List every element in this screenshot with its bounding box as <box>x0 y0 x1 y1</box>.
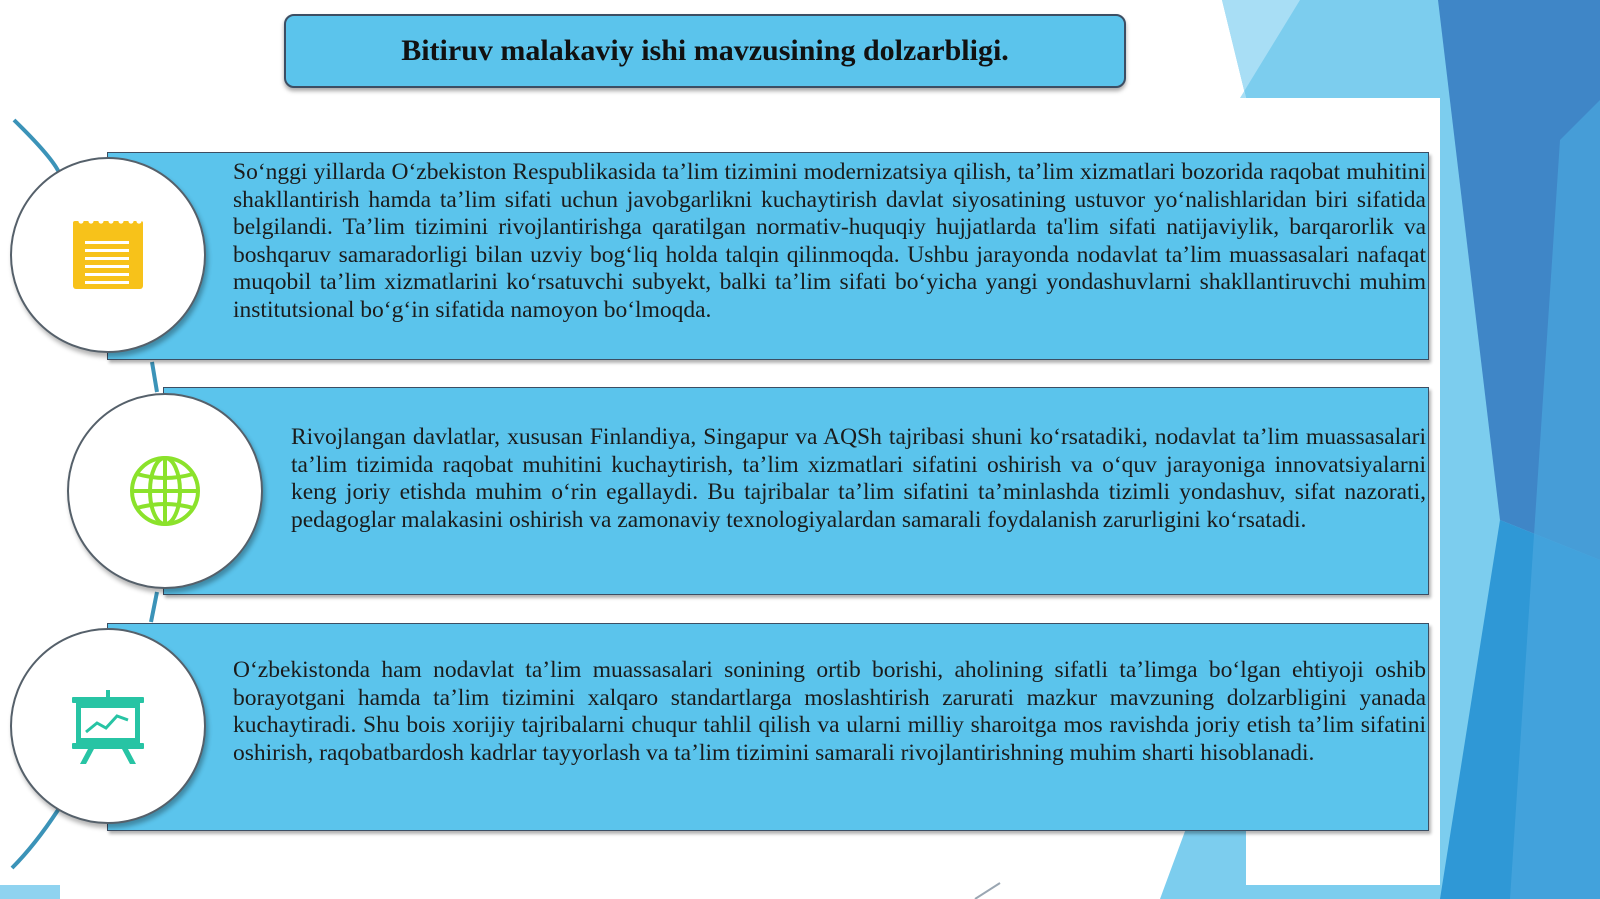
presentation-board-icon <box>70 688 146 764</box>
section-text-1: So‘nggi yillarda O‘zbekiston Respublikasida ta’lim tizimini modernizatsiya qilish, ta’lim xizmatlari bozorida raqobat muhitini shakllantirish hamda ta’lim sifati uchun javobgarlikni kuchaytirish davlat siyosatining ustuvor yo‘nalishlaridan biri sifatida belgilandi. Ta’lim tizimini rivojlantirishga qaratilgan normativ-huquqiy hujjatlarda ta'lim sifati natijaviylik, barqarorlik va boshqaruv samaradorligi bilan uzviy bog‘liq holda talqin qilinmoqda. Ushbu jarayonda nodavlat ta’lim muassasalari nafaqat muqobil ta’lim xizmatlarini ko‘rsatuvchi subyekt, balki ta’lim sifati bo‘yicha yangi yondashuvlarni shakllantiruvchi muhim institutsional bo‘g‘in sifatida namoyon bo‘lmoqda. <box>233 159 1426 323</box>
globe-icon <box>128 454 202 528</box>
page-title: Bitiruv malakaviy ishi mavzusining dolzarbligi. <box>401 34 1009 67</box>
title-box <box>284 14 1126 88</box>
icon-circle-2 <box>67 393 263 589</box>
icon-circle-3 <box>10 628 206 824</box>
icon-circle-1 <box>10 157 206 353</box>
section-text-2: Rivojlangan davlatlar, xususan Finlandiya, Singapur va AQSh tajribasi shuni ko‘rsatadiki, nodavlat ta’lim muassasalari ta’lim tizimida raqobat muhitini kuchaytirish, ta’lim xizmatlari sifatini oshirish va o‘quv jarayoniga innovatsiyalarni keng joriy etishda muhim o‘rin egallaydi. Bu tajribalar ta’lim sifatini ta’minlashda tizimli yondashuv, sifat nazorati, pedagoglar malakasini oshirish va zamonaviy texnologiyalardan samarali foydalanish zarurligini ko‘rsatadi. <box>291 424 1426 533</box>
section-text-3: O‘zbekistonda ham nodavlat ta’lim muassasalari sonining ortib borishi, aholining sifatli ta’limga bo‘lgan ehtiyoji oshib borayotgani hamda ta’lim tizimini xalqaro standartlarga moslashtirish zarurati mazkur mavzuning dolzarbligini yanada kuchaytiradi. Shu bois xorijiy tajribalarni chuqur tahlil qilish va ularni milliy sharoitga mos ravishda joriy etish ta’lim sifatini oshirish, raqobatbardosh kadrlar tayyorlash va ta’lim tizimini samarali rivojlantirishning muhim sharti hisoblanadi. <box>233 657 1426 766</box>
notepad-icon <box>70 217 146 293</box>
